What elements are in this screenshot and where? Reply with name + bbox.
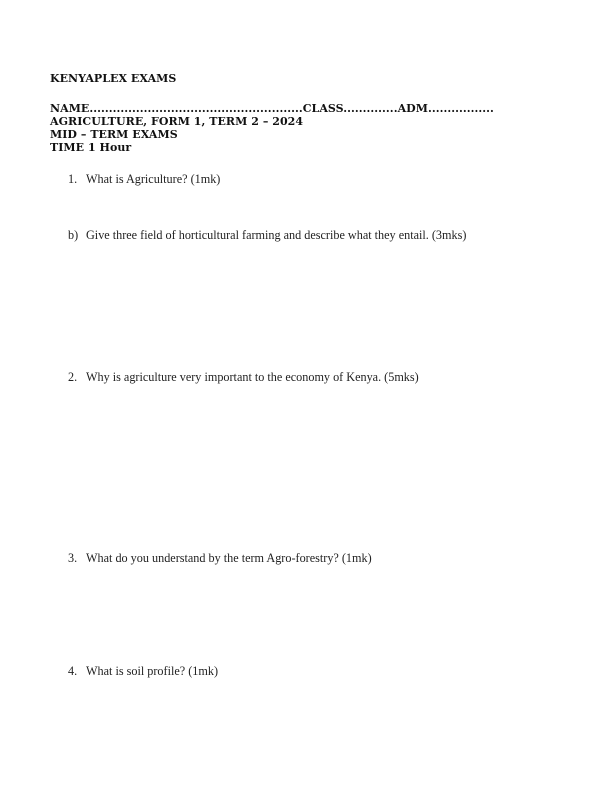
exam-org-title: KENYAPLEX EXAMS bbox=[50, 72, 177, 85]
question-text: Why is agriculture very important to the economy of Kenya. (5mks) bbox=[86, 370, 419, 384]
time-line: TIME 1 Hour bbox=[50, 141, 132, 154]
question-number: 2. bbox=[68, 370, 78, 384]
question-number: b) bbox=[68, 228, 79, 242]
question-3 bbox=[68, 551, 372, 565]
question-1 bbox=[68, 172, 220, 186]
question-number: 4. bbox=[68, 664, 78, 678]
exam-type-line: MID – TERM EXAMS bbox=[50, 128, 178, 141]
question-1b bbox=[68, 228, 466, 242]
question-number: 1. bbox=[68, 172, 78, 186]
question-number: 3. bbox=[68, 551, 78, 565]
question-text: What is soil profile? (1mk) bbox=[86, 664, 218, 678]
student-fields-line: NAME.......................................................CLASS..............ADM................. bbox=[50, 102, 494, 115]
question-4 bbox=[68, 664, 218, 678]
question-text: Give three field of horticultural farming and describe what they entail. (3mks) bbox=[86, 228, 467, 242]
subject-line: AGRICULTURE, FORM 1, TERM 2 – 2024 bbox=[50, 115, 304, 128]
question-text: What is Agriculture? (1mk) bbox=[86, 172, 221, 186]
question-2 bbox=[68, 370, 419, 384]
question-text: What do you understand by the term Agro-forestry? (1mk) bbox=[86, 551, 372, 565]
